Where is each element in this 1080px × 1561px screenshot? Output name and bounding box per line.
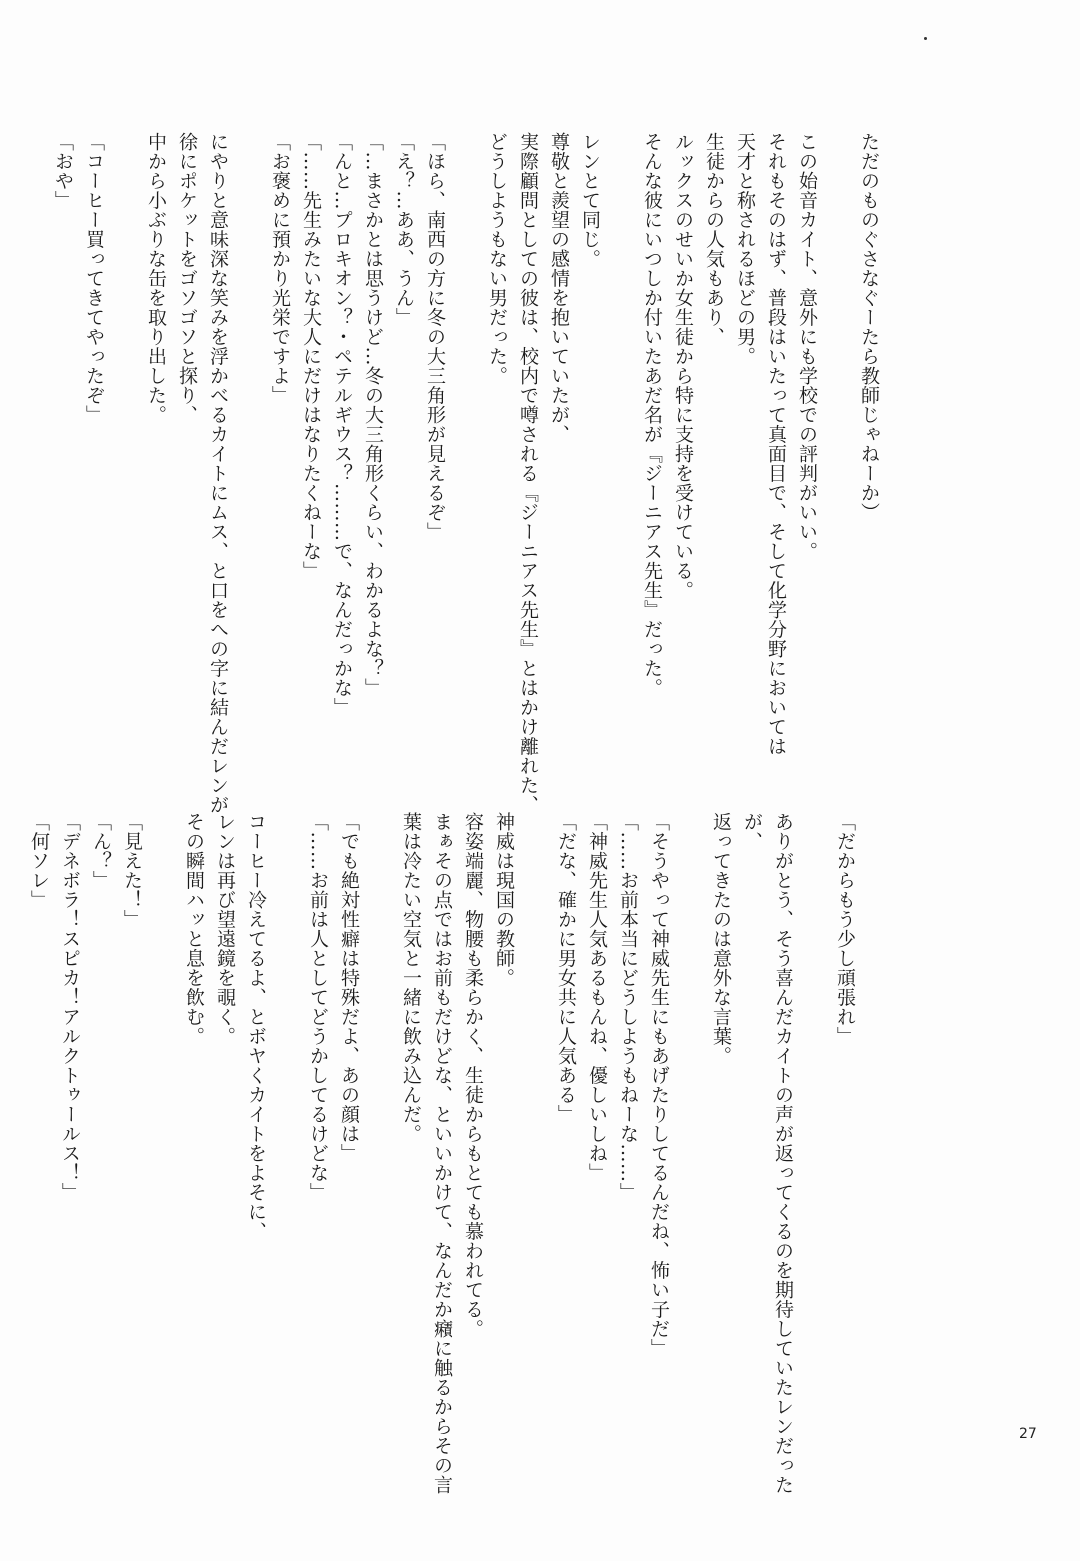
text-line: 中から小ぶりな缶を取り出した。 (145, 132, 167, 425)
text-line: 「何ソレ」 (28, 812, 50, 910)
paragraph-gap (271, 812, 302, 1472)
text-line: まぁその点ではお前もだけどな、といいかけて、なんだか癪に触るからその言 (431, 812, 453, 1495)
text-line: 「ほら、南西の方に冬の大三角形が見えるぞ」 (424, 132, 446, 542)
text-line: が、 (741, 812, 763, 851)
paragraph-gap (450, 132, 481, 782)
text-line: 実際顧問としての彼は、校内で噂される『ジーニアス先生』とはかけ離れた、 (517, 132, 539, 815)
text-line: 生徒からの人気もあり、 (703, 132, 725, 347)
ink-speck (924, 37, 927, 40)
text-line: 「でも絶対性癖は特殊だよ、あの顔は」 (338, 812, 360, 1163)
paragraph-gap (605, 132, 636, 782)
text-line: 「んと…プロキオン？・ペテルギウス？………で、なんだっかな」 (331, 132, 353, 717)
paragraph-gap (674, 812, 705, 1472)
text-line: レンとて同じ。 (579, 132, 601, 269)
paragraph-gap (364, 812, 395, 1472)
text-line: ルックスのせいか女生徒から特に支持を受けている。 (672, 132, 694, 600)
paragraph-gap (109, 132, 140, 782)
text-line: 「お褒めに預かり光栄ですよ」 (269, 132, 291, 405)
text-line: 神威は現国の教師。 (493, 812, 515, 988)
text-line: 「そうやって神威先生にもあげたりしてるんだね、怖い子だ」 (648, 812, 670, 1358)
text-line: 「え？…ああ、うん」 (393, 132, 415, 327)
text-line: 返ってきたのは意外な言葉。 (710, 812, 732, 1066)
text-line: 「だな、確かに男女共に人気ある」 (555, 812, 577, 1124)
text-line: 「……お前本当にどうしようもねーな……」 (617, 812, 639, 1202)
paragraph-gap (798, 812, 829, 1472)
text-line: その瞬間ハッと息を飲む。 (183, 812, 205, 1046)
text-line: どうしようもない男だった。 (486, 132, 508, 386)
text-block-upper (47, 132, 884, 815)
text-line: 天才と称されるほどの男。 (734, 132, 756, 366)
text-line: 「……先生みたいな大人にだけはなりたくねーな」 (300, 132, 322, 581)
paragraph-gap (822, 132, 853, 782)
text-block-lower (23, 812, 860, 1495)
text-line: レンは再び望遠鏡を覗く。 (214, 812, 236, 1046)
text-line: 「だからもう少し頑張れ」 (834, 812, 856, 1046)
text-line: 「コーヒー買ってきてやったぞ」 (83, 132, 105, 425)
text-line: 「見えた！」 (121, 812, 143, 929)
paragraph-gap (233, 132, 264, 782)
text-line: 「おや」 (52, 132, 74, 210)
text-line: 「……お前は人としてどうかしてるけどな」 (307, 812, 329, 1202)
text-line: そんな彼にいつしか付いたあだ名が『ジーニアス先生』だった。 (641, 132, 663, 698)
text-line: 「デネボラ！スピカ！アルクトゥールス！」 (59, 812, 81, 1202)
paragraph-gap (147, 812, 178, 1472)
text-line: それもそのはず、普段はいたって真面目で、そして化学分野においては (765, 132, 787, 756)
text-line: 「神威先生人気あるもんね、優しいしね」 (586, 812, 608, 1183)
text-line: 「…まさかとは思うけど…冬の大三角形くらい、わかるよな？」 (362, 132, 384, 698)
text-line: 「ん？」 (90, 812, 112, 890)
text-line: 容姿端麗、物腰も柔らかく、生徒からもとても慕われてる。 (462, 812, 484, 1339)
paragraph-gap (519, 812, 550, 1472)
text-line: 徐にポケットをゴソゴソと探り、 (176, 132, 198, 425)
text-line: 尊敬と羨望の感情を抱いていたが、 (548, 132, 570, 444)
text-line: ただのものぐさなぐーたら教師じゃねーか） (858, 132, 880, 522)
text-line: 葉は冷たい空気と一緒に飲み込んだ。 (400, 812, 422, 1144)
text-line: この始音カイト、意外にも学校での評判がいい。 (796, 132, 818, 561)
page-number: 27 (1019, 1426, 1037, 1442)
text-line: コーヒー冷えてるよ、とボヤくカイトをよそに、 (245, 812, 267, 1241)
text-line: ありがとう、そう喜んだカイトの声が返ってくるのを期待していたレンだった (772, 812, 794, 1495)
text-line: にやりと意味深な笑みを浮かべるカイトにムス、と口をへの字に結んだレンが (207, 132, 229, 815)
